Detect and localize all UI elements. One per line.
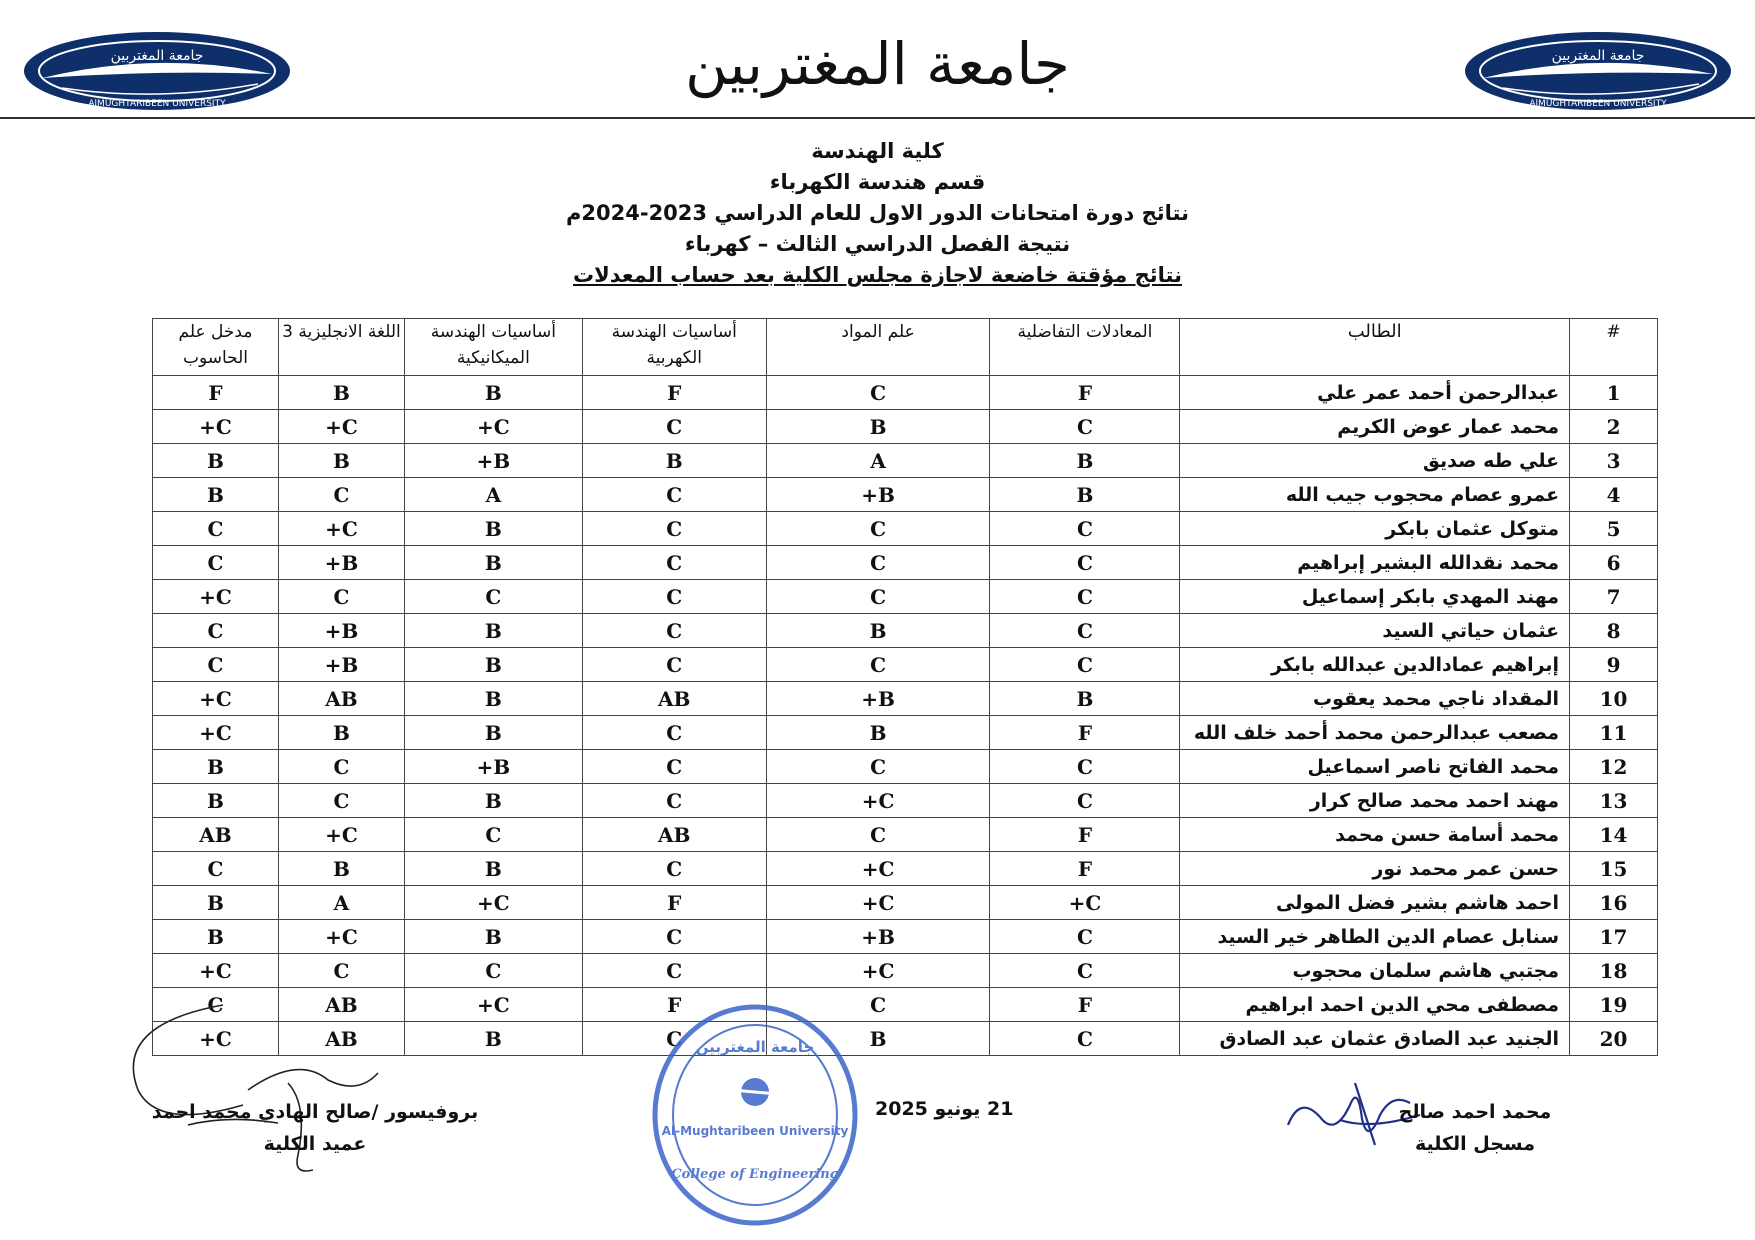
university-title: جامعة المغتربين xyxy=(685,30,1070,98)
row-number: 16 xyxy=(1570,886,1658,920)
column-header-subject: علم المواد xyxy=(766,319,990,376)
row-number: 20 xyxy=(1570,1022,1658,1056)
grade-cell: F xyxy=(990,376,1180,410)
svg-text:College of Engineering: College of Engineering xyxy=(671,1167,839,1182)
grade-cell: B xyxy=(990,444,1180,478)
grade-cell: C xyxy=(582,750,766,784)
grade-cell: C xyxy=(582,784,766,818)
column-header-subject: اللغة الانجليزية 3 xyxy=(278,319,404,376)
grade-cell: C+ xyxy=(153,682,279,716)
semester-heading: نتيجة الفصل الدراسي الثالث – كهرباء xyxy=(684,232,1071,256)
grade-cell: C xyxy=(582,512,766,546)
table-row xyxy=(153,784,1658,818)
grade-cell: C xyxy=(582,954,766,988)
grade-cell: B+ xyxy=(278,648,404,682)
table-row xyxy=(153,716,1658,750)
student-name: مهند المهدي بابكر إسماعيل xyxy=(1180,580,1570,614)
grade-cell: AB xyxy=(582,682,766,716)
table-row xyxy=(153,444,1658,478)
registrar-name: محمد احمد صالح xyxy=(1398,1101,1552,1123)
grade-cell: B xyxy=(153,784,279,818)
table-row xyxy=(153,580,1658,614)
grade-cell: C xyxy=(766,546,990,580)
grade-cell: C xyxy=(582,478,766,512)
row-number: 18 xyxy=(1570,954,1658,988)
table-row xyxy=(153,614,1658,648)
grade-cell: C+ xyxy=(278,818,404,852)
grade-cell: F xyxy=(153,376,279,410)
student-name: مصعب عبدالرحمن محمد أحمد خلف الله xyxy=(1180,716,1570,750)
student-name: مجتبي هاشم سلمان محجوب xyxy=(1180,954,1570,988)
column-header-student: الطالب xyxy=(1180,319,1570,376)
row-number: 14 xyxy=(1570,818,1658,852)
grade-cell: C xyxy=(278,750,404,784)
grade-cell: C xyxy=(990,580,1180,614)
faculty-heading: كلية الهندسة xyxy=(811,139,944,163)
grade-cell: AB xyxy=(278,988,404,1022)
grade-cell: B xyxy=(766,1022,990,1056)
row-number: 10 xyxy=(1570,682,1658,716)
grade-cell: B xyxy=(278,852,404,886)
student-name: عبدالرحمن أحمد عمر علي xyxy=(1180,376,1570,410)
student-name: محمد عمار عوض الكريم xyxy=(1180,410,1570,444)
student-name: حسن عمر محمد نور xyxy=(1180,852,1570,886)
grade-cell: B xyxy=(404,784,582,818)
student-name: متوكل عثمان بابكر xyxy=(1180,512,1570,546)
row-number: 17 xyxy=(1570,920,1658,954)
grade-cell: C+ xyxy=(404,988,582,1022)
grade-cell: C xyxy=(278,478,404,512)
grade-cell: AB xyxy=(278,1022,404,1056)
grade-cell: C+ xyxy=(153,580,279,614)
grade-cell: F xyxy=(582,886,766,920)
grade-cell: C xyxy=(990,546,1180,580)
grade-cell: C+ xyxy=(766,886,990,920)
grade-cell: C xyxy=(582,920,766,954)
grade-cell: C xyxy=(766,512,990,546)
college-stamp xyxy=(650,1000,860,1230)
header-divider xyxy=(0,117,1755,119)
table-row xyxy=(153,478,1658,512)
grade-cell: B xyxy=(153,478,279,512)
svg-text:AlMUGHTARIBEEN UNIVERSITY: AlMUGHTARIBEEN UNIVERSITY xyxy=(1529,99,1667,109)
column-header-number: # xyxy=(1570,319,1658,376)
grade-cell: B xyxy=(278,376,404,410)
grade-cell: C xyxy=(153,648,279,682)
document-headings xyxy=(0,136,1755,291)
grade-cell: C xyxy=(582,410,766,444)
grade-cell: B+ xyxy=(766,920,990,954)
grade-cell: C+ xyxy=(153,954,279,988)
grade-cell: B xyxy=(278,716,404,750)
row-number: 8 xyxy=(1570,614,1658,648)
student-name: مهند احمد محمد صالح كرار xyxy=(1180,784,1570,818)
grade-cell: C xyxy=(153,614,279,648)
grade-cell: F xyxy=(990,852,1180,886)
row-number: 12 xyxy=(1570,750,1658,784)
grade-cell: C xyxy=(582,1022,766,1056)
grade-cell: C xyxy=(766,988,990,1022)
grade-cell: C xyxy=(990,410,1180,444)
grade-cell: C xyxy=(582,580,766,614)
column-header-subject: مدخل علم الحاسوب xyxy=(153,319,279,376)
student-name: احمد هاشم بشير فضل المولى xyxy=(1180,886,1570,920)
registrar-signature-block xyxy=(1345,1096,1605,1160)
row-number: 5 xyxy=(1570,512,1658,546)
grade-cell: B xyxy=(404,546,582,580)
grade-cell: B xyxy=(404,512,582,546)
grade-cell: C xyxy=(404,580,582,614)
grade-cell: B+ xyxy=(404,750,582,784)
grade-cell: B+ xyxy=(278,614,404,648)
grade-cell: C xyxy=(990,648,1180,682)
grade-cell: C xyxy=(153,546,279,580)
dean-name: بروفيسور /صالح الهادي محمد احمد xyxy=(151,1101,479,1123)
grade-cell: B xyxy=(153,886,279,920)
grade-cell: B xyxy=(404,920,582,954)
grade-cell: F xyxy=(582,376,766,410)
svg-text:AlMUGHTARIBEEN UNIVERSITY: AlMUGHTARIBEEN UNIVERSITY xyxy=(88,99,226,109)
svg-text:Al-Mughtaribeen University: Al-Mughtaribeen University xyxy=(661,1124,849,1138)
grade-cell: C xyxy=(278,954,404,988)
department-heading: قسم هندسة الكهرباء xyxy=(769,170,986,194)
grade-cell: C+ xyxy=(278,410,404,444)
grade-cell: C xyxy=(153,988,279,1022)
table-row xyxy=(153,852,1658,886)
grade-cell: B xyxy=(404,614,582,648)
column-header-subject: أساسيات الهندسة الكهربية xyxy=(582,319,766,376)
grade-cell: F xyxy=(582,988,766,1022)
grade-cell: C xyxy=(582,614,766,648)
grade-cell: C+ xyxy=(766,784,990,818)
grade-cell: C+ xyxy=(766,852,990,886)
grade-cell: B xyxy=(990,682,1180,716)
grade-cell: C xyxy=(153,512,279,546)
grade-cell: C xyxy=(990,750,1180,784)
grade-cell: B xyxy=(404,682,582,716)
grade-cell: C xyxy=(278,580,404,614)
grade-cell: C+ xyxy=(990,886,1180,920)
student-name: إبراهيم عمادالدين عبدالله بابكر xyxy=(1180,648,1570,682)
table-row xyxy=(153,512,1658,546)
row-number: 19 xyxy=(1570,988,1658,1022)
table-row xyxy=(153,376,1658,410)
grade-cell: C xyxy=(990,1022,1180,1056)
grade-cell: C+ xyxy=(153,1022,279,1056)
grade-cell: C xyxy=(582,546,766,580)
student-name: عثمان حياتي السيد xyxy=(1180,614,1570,648)
grade-cell: B xyxy=(153,750,279,784)
table-row xyxy=(153,886,1658,920)
grade-cell: B xyxy=(153,444,279,478)
grade-cell: C xyxy=(404,818,582,852)
row-number: 15 xyxy=(1570,852,1658,886)
grade-cell: F xyxy=(990,988,1180,1022)
grade-cell: B xyxy=(766,716,990,750)
grade-cell: B xyxy=(404,1022,582,1056)
table-header-row xyxy=(153,319,1658,376)
grade-cell: C xyxy=(582,648,766,682)
column-header-subject: المعادلات التفاضلية xyxy=(990,319,1180,376)
grade-cell: C xyxy=(278,784,404,818)
grade-cell: A xyxy=(404,478,582,512)
grade-cell: B+ xyxy=(766,682,990,716)
grade-cell: C xyxy=(582,716,766,750)
grade-cell: C+ xyxy=(404,410,582,444)
student-name: سنابل عصام الدين الطاهر خير السيد xyxy=(1180,920,1570,954)
table-row xyxy=(153,920,1658,954)
results-table-body xyxy=(153,376,1658,1056)
grade-cell: F xyxy=(990,716,1180,750)
grade-cell: AB xyxy=(153,818,279,852)
row-number: 2 xyxy=(1570,410,1658,444)
grade-cell: C xyxy=(990,784,1180,818)
grade-cell: B xyxy=(404,376,582,410)
results-table xyxy=(152,318,1658,1056)
document-date: 21 يونيو 2025 xyxy=(875,1098,1014,1120)
provisional-note: نتائج مؤقتة خاضعة لاجازة مجلس الكلية بعد حساب المعدلات xyxy=(573,263,1182,287)
grade-cell: C xyxy=(990,920,1180,954)
grade-cell: B xyxy=(404,716,582,750)
grade-cell: B xyxy=(404,648,582,682)
row-number: 9 xyxy=(1570,648,1658,682)
student-name: المقداد ناجي محمد يعقوب xyxy=(1180,682,1570,716)
grade-cell: A xyxy=(278,886,404,920)
grade-cell: C xyxy=(766,750,990,784)
grade-cell: B+ xyxy=(278,546,404,580)
grade-cell: AB xyxy=(278,682,404,716)
row-number: 4 xyxy=(1570,478,1658,512)
dean-title: عميد الكلية xyxy=(263,1133,367,1155)
grade-cell: C+ xyxy=(153,716,279,750)
table-row xyxy=(153,750,1658,784)
row-number: 13 xyxy=(1570,784,1658,818)
grade-cell: C xyxy=(990,614,1180,648)
table-row xyxy=(153,954,1658,988)
student-name: الجنيد عبد الصادق عثمان عبد الصادق xyxy=(1180,1022,1570,1056)
grade-cell: AB xyxy=(582,818,766,852)
grade-cell: C+ xyxy=(153,410,279,444)
grade-cell: A xyxy=(766,444,990,478)
student-name: محمد الفاتح ناصر اسماعيل xyxy=(1180,750,1570,784)
grade-cell: C+ xyxy=(766,954,990,988)
grade-cell: B xyxy=(766,614,990,648)
svg-text:جامعة المغتربين: جامعة المغتربين xyxy=(110,48,204,64)
grade-cell: C xyxy=(990,512,1180,546)
table-row xyxy=(153,410,1658,444)
grade-cell: C xyxy=(766,580,990,614)
student-name: مصطفى محي الدين احمد ابراهيم xyxy=(1180,988,1570,1022)
grade-cell: B xyxy=(278,444,404,478)
dean-signature-block xyxy=(150,1096,480,1160)
student-name: محمد نقدالله البشير إبراهيم xyxy=(1180,546,1570,580)
row-number: 7 xyxy=(1570,580,1658,614)
row-number: 1 xyxy=(1570,376,1658,410)
grade-cell: B xyxy=(153,920,279,954)
row-number: 11 xyxy=(1570,716,1658,750)
grade-cell: C xyxy=(766,648,990,682)
grade-cell: B+ xyxy=(404,444,582,478)
grade-cell: C xyxy=(766,376,990,410)
svg-text:جامعة المغتربين: جامعة المغتربين xyxy=(1551,48,1645,64)
grade-cell: C xyxy=(153,852,279,886)
grade-cell: B xyxy=(582,444,766,478)
grade-cell: C+ xyxy=(278,920,404,954)
table-row xyxy=(153,546,1658,580)
grade-cell: B xyxy=(766,410,990,444)
student-name: عمرو عصام محجوب جيب الله xyxy=(1180,478,1570,512)
column-header-subject: أساسيات الهندسة الميكانيكية xyxy=(404,319,582,376)
grade-cell: C xyxy=(582,852,766,886)
grade-cell: C xyxy=(990,954,1180,988)
grade-cell: C xyxy=(404,954,582,988)
grade-cell: C+ xyxy=(278,512,404,546)
table-row xyxy=(153,682,1658,716)
row-number: 3 xyxy=(1570,444,1658,478)
row-number: 6 xyxy=(1570,546,1658,580)
grade-cell: F xyxy=(990,818,1180,852)
grade-cell: B xyxy=(404,852,582,886)
grade-cell: C+ xyxy=(404,886,582,920)
grade-cell: B+ xyxy=(766,478,990,512)
exam-round-heading: نتائج دورة امتحانات الدور الاول للعام الدراسي 2023-2024م xyxy=(565,201,1189,225)
student-name: محمد أسامة حسن محمد xyxy=(1180,818,1570,852)
registrar-title: مسجل الكلية xyxy=(1414,1133,1536,1155)
grade-cell: C xyxy=(766,818,990,852)
svg-text:جامعة المغتربين: جامعة المغتربين xyxy=(695,1038,815,1056)
table-row xyxy=(153,648,1658,682)
grade-cell: B xyxy=(990,478,1180,512)
table-row xyxy=(153,818,1658,852)
student-name: علي طه صديق xyxy=(1180,444,1570,478)
